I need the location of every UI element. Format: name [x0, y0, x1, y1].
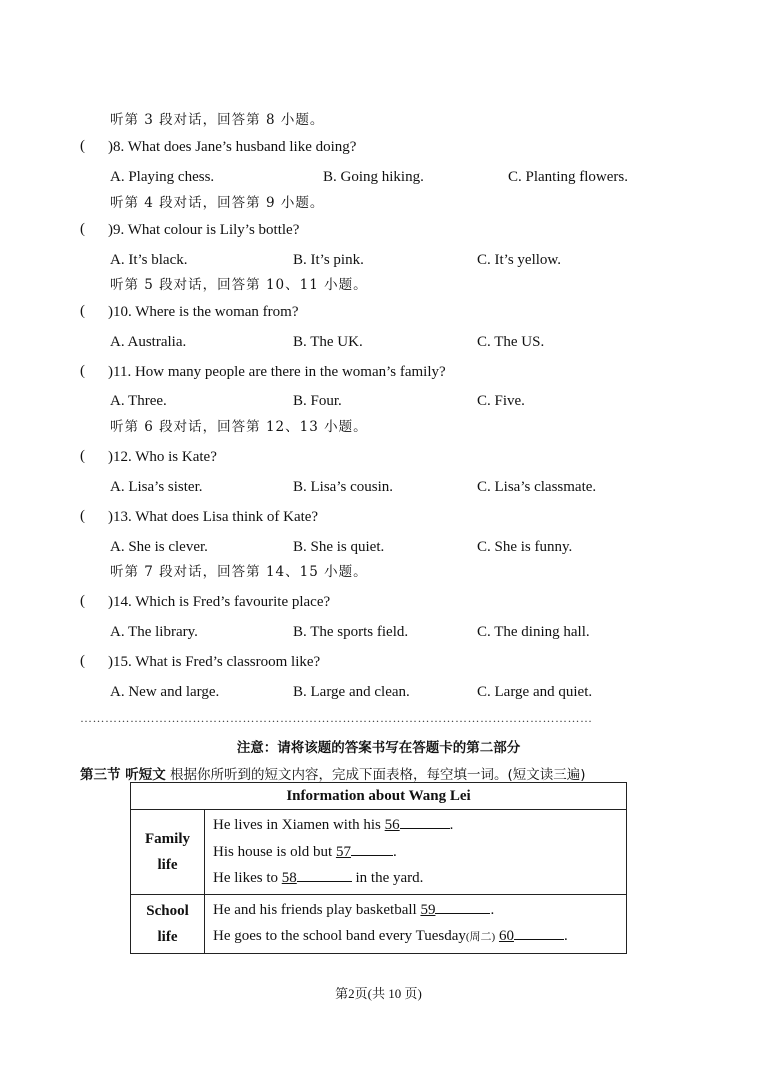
row-text: He lives in Xiamen with his — [213, 817, 385, 833]
table-row — [213, 839, 626, 866]
school-label-line-2: life — [157, 928, 178, 945]
option-11a: A. Three. — [110, 393, 167, 409]
option-10a: A. Australia. — [110, 334, 187, 350]
row-after-text: . — [392, 843, 397, 860]
page-footer: 第2页(共 10 页) — [335, 986, 422, 1001]
answer-bracket: ( — [80, 448, 85, 464]
answer-bracket: ( — [80, 221, 85, 237]
answer-blank-57[interactable] — [336, 839, 393, 866]
option-13b: B. She is quiet. — [293, 539, 385, 555]
answer-bracket: ( — [80, 138, 85, 154]
instruction-dialogue-3: 听第 3 段对话，回答第 8 小题。 — [110, 112, 325, 128]
question-15: )15. What is Fred’s classroom like? — [108, 654, 321, 670]
row-text: His house is old but — [213, 843, 336, 860]
tuesday-chinese-note: (周二) — [465, 931, 496, 943]
option-14c: C. The dining hall. — [477, 624, 590, 640]
row-text: He likes to — [213, 870, 282, 886]
section-3-heading — [80, 763, 586, 783]
answer-bracket: ( — [80, 653, 85, 669]
option-14b: B. The sports field. — [293, 624, 409, 640]
blank-number: 59 — [420, 901, 436, 918]
family-label-line-1: Family — [145, 830, 190, 847]
option-12b: B. Lisa’s cousin. — [293, 479, 393, 495]
school-life-label — [131, 894, 205, 953]
option-8b: B. Going hiking. — [323, 169, 424, 185]
question-12: )12. Who is Kate? — [108, 449, 217, 465]
option-15c: C. Large and quiet. — [477, 684, 593, 700]
section-3-instructions: 根据你所听到的短文内容，完成下面表格，每空填一词。(短文读三遍) — [165, 767, 586, 783]
option-12a: A. Lisa’s sister. — [110, 479, 203, 495]
option-15a: A. New and large. — [110, 684, 220, 700]
question-8: )8. What does Jane’s husband like doing? — [108, 139, 357, 155]
answer-bracket: ( — [80, 363, 85, 379]
blank-number: 58 — [281, 870, 297, 886]
blank-underline — [351, 841, 393, 856]
blank-number: 60 — [498, 928, 514, 944]
blank-underline — [435, 899, 490, 914]
option-9b: B. It’s pink. — [293, 252, 364, 268]
question-14: )14. Which is Fred’s favourite place? — [108, 594, 331, 610]
instruction-dialogue-4: 听第 4 段对话，回答第 9 小题。 — [110, 195, 325, 211]
answer-bracket: ( — [80, 593, 85, 609]
option-12c: C. Lisa’s classmate. — [477, 479, 597, 495]
option-14a: A. The library. — [110, 624, 198, 640]
answer-bracket: ( — [80, 303, 85, 319]
table-title: Information about Wang Lei — [131, 783, 627, 810]
option-9a: A. It’s black. — [110, 252, 188, 268]
option-15b: B. Large and clean. — [293, 684, 410, 700]
information-table — [130, 782, 627, 954]
option-11c: C. Five. — [477, 393, 525, 409]
question-11: )11. How many people are there in the woman’s family? — [108, 364, 446, 380]
row-after-text: . — [490, 901, 495, 918]
option-8c: C. Planting flowers. — [508, 169, 628, 185]
instruction-dialogue-5: 听第 5 段对话，回答第 10、11 小题。 — [110, 277, 368, 293]
school-life-rows — [205, 894, 627, 953]
answer-sheet-note: 注意：请将该题的答案书写在答题卡的第二部分 — [236, 740, 521, 756]
instruction-dialogue-6: 听第 6 段对话，回答第 12、13 小题。 — [110, 419, 368, 435]
answer-blank-58[interactable] — [282, 865, 352, 892]
blank-number: 56 — [384, 817, 400, 833]
row-text: He goes to the school band every Tuesday — [213, 928, 466, 944]
option-11b: B. Four. — [293, 393, 342, 409]
option-13c: C. She is funny. — [477, 539, 573, 555]
answer-blank-59[interactable] — [420, 897, 490, 924]
dotted-separator: …………………………………………………………………………………………………………… — [80, 711, 593, 725]
table-row — [213, 812, 626, 839]
option-9c: C. It’s yellow. — [477, 252, 562, 268]
row-after-text: . — [563, 928, 568, 944]
option-13a: A. She is clever. — [110, 539, 208, 555]
option-8a: A. Playing chess. — [110, 169, 215, 185]
table-row — [213, 923, 626, 951]
instruction-dialogue-7: 听第 7 段对话，回答第 14、15 小题。 — [110, 564, 368, 580]
question-13: )13. What does Lisa think of Kate? — [108, 509, 319, 525]
blank-underline — [400, 814, 450, 829]
answer-bracket: ( — [80, 508, 85, 524]
row-text: He and his friends play basketball — [213, 901, 421, 918]
option-10c: C. The US. — [477, 334, 545, 350]
family-life-rows — [205, 810, 627, 895]
table-row — [213, 865, 626, 892]
table-row — [213, 897, 626, 924]
row-after-text: . — [449, 817, 454, 833]
section-3-label: 第三节 听短文 — [80, 767, 166, 783]
question-10: )10. Where is the woman from? — [108, 304, 299, 320]
school-label-line-1: School — [146, 902, 189, 919]
row-after-text: in the yard. — [351, 870, 424, 886]
family-label-line-2: life — [157, 856, 178, 873]
family-life-label — [131, 810, 205, 895]
blank-underline — [297, 867, 352, 882]
answer-blank-60[interactable] — [499, 923, 564, 950]
option-10b: B. The UK. — [293, 334, 363, 350]
blank-number: 57 — [335, 843, 351, 860]
question-9: )9. What colour is Lily’s bottle? — [108, 222, 300, 238]
blank-underline — [514, 925, 564, 940]
answer-blank-56[interactable] — [385, 812, 450, 839]
